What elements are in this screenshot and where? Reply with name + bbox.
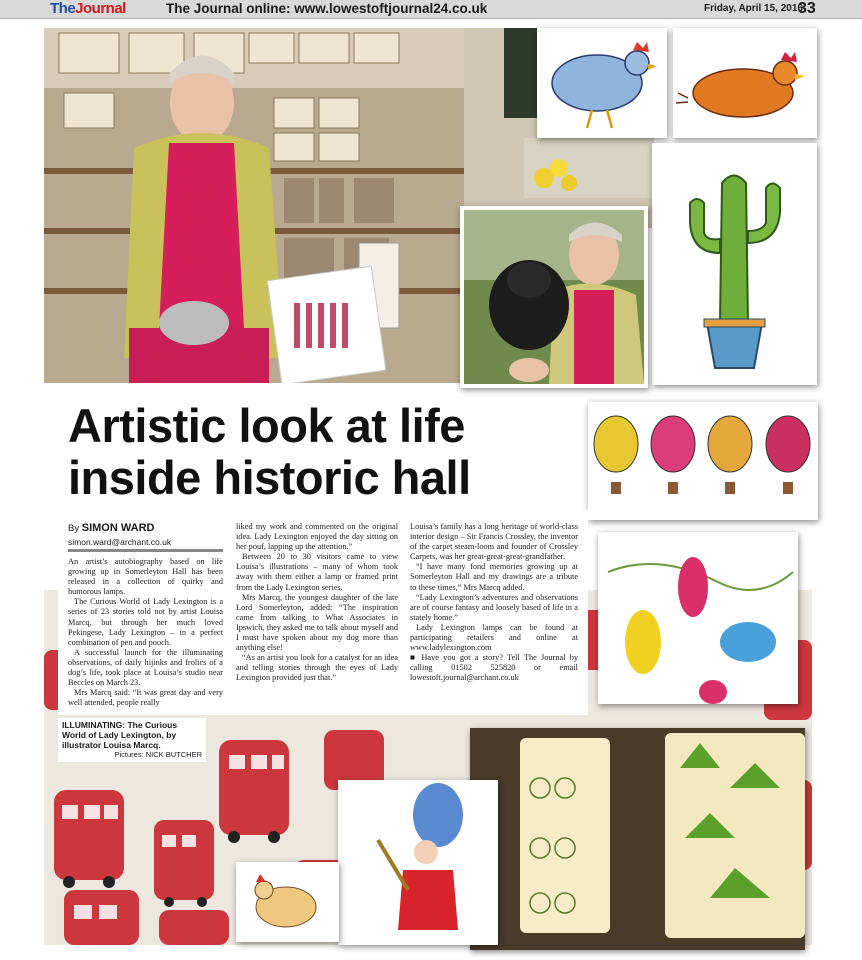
issue-date: Friday, April 15, 2016 — [704, 3, 803, 14]
paragraph: Lady Lexington lamps can be found at participating retailers and online at www.ladylexington.com — [410, 622, 578, 653]
paragraph: “As an artist you look for a catalyst for an idea and telling stories through the eyes of Lady Lexington provided just that.” — [236, 653, 398, 683]
paragraph: Between 20 to 30 visitors came to view Louisa’s illustrations – many of whom took away with them either a lamp or framed print from the Lady Lexington series. — [236, 552, 398, 592]
paragraph: Mrs Marcq, the youngest daughter of the late Lord Somerleyton, added: “The inspiration came from talking to What Associates in Ipswich, they asked me to talk about myself and I must have spoken about my dog more than anything else! — [236, 592, 398, 653]
story-column-1 — [68, 557, 223, 708]
caption-label: ILLUMINATING: — [62, 720, 126, 730]
brand-logo: TheJournal — [50, 0, 126, 17]
paragraph: Louisa’s family has a long heritage of world-class interior design – Sir Francis Crossley, the inventor of the carpet steam-loom and founder of Crossley Carpets, was her great-great-great-grandfather. — [410, 522, 578, 562]
paragraph: A successful launch for the illuminating observations, of daily hijinks and frolics of a dog’s life, took place at Louisa’s studio near Beccles on March 23. — [68, 647, 223, 688]
studio-portrait-photo — [44, 28, 464, 383]
caption-text: The Curious World of Lady Lexington, by illustrator Louisa Marcq. — [62, 720, 178, 750]
small-bird-illustration — [236, 862, 339, 942]
story-tip-line: ■ Have you got a story? Tell The Journal by calling 01502 525820 or email lowestoft.journal@archant.co.uk — [410, 653, 578, 683]
byline: By SIMON WARD — [68, 522, 155, 534]
author-email: simon.ward@archant.co.uk — [68, 537, 172, 547]
lamps-photo — [470, 728, 805, 950]
page-headline: Artistic look at life inside historic hall — [68, 399, 471, 504]
page-number: 33 — [798, 0, 816, 17]
site-url-line: The Journal online: www.lowestoftjournal24.co.uk — [166, 1, 488, 16]
orange-chicken-illustration — [673, 28, 817, 138]
photo-credit: Pictures: NICK BUTCHER — [114, 750, 202, 759]
blue-chicken-illustration — [537, 28, 667, 138]
cactus-illustration — [652, 143, 817, 385]
paragraph: An artist’s autobiography based on life growing up in Somerleyton Hall has been released in a collection of quirky and humorous lamps. — [68, 557, 223, 597]
byline-rule — [68, 549, 223, 552]
paragraph: liked my work and commented on the original idea. Lady Lexington enjoyed the day sitting on her pouf, lapping up the attention.” — [236, 522, 398, 552]
guardsman-illustration — [338, 780, 498, 945]
paragraph: “I have many fond memories growing up at Somerleyton Hall and my drawings are a tribute to these times,” Mrs Marcq added. — [410, 562, 578, 592]
hot-air-balloons-illustration — [588, 402, 818, 520]
paragraph: The Curious World of Lady Lexington is a series of 23 stories told not by artist Louisa Marcq, but through her much loved Pekingese, Lady Lexington – in a perfect combination of pen and pooch. — [68, 597, 223, 647]
photo-caption — [58, 718, 206, 762]
story-column-2 — [236, 522, 398, 684]
paragraph: Mrs Marcq said: “It was great day and very well attended, people really — [68, 688, 223, 708]
paragraph: “Lady Lexington’s adventures and observations are of course fantasy and loosely based of life in a stately home.” — [410, 592, 578, 622]
story-column-3 — [410, 522, 578, 684]
author-name: SIMON WARD — [81, 522, 155, 534]
birds-illustration — [598, 532, 798, 704]
masthead-bar — [0, 0, 862, 19]
artist-with-dog-photo — [460, 206, 648, 388]
